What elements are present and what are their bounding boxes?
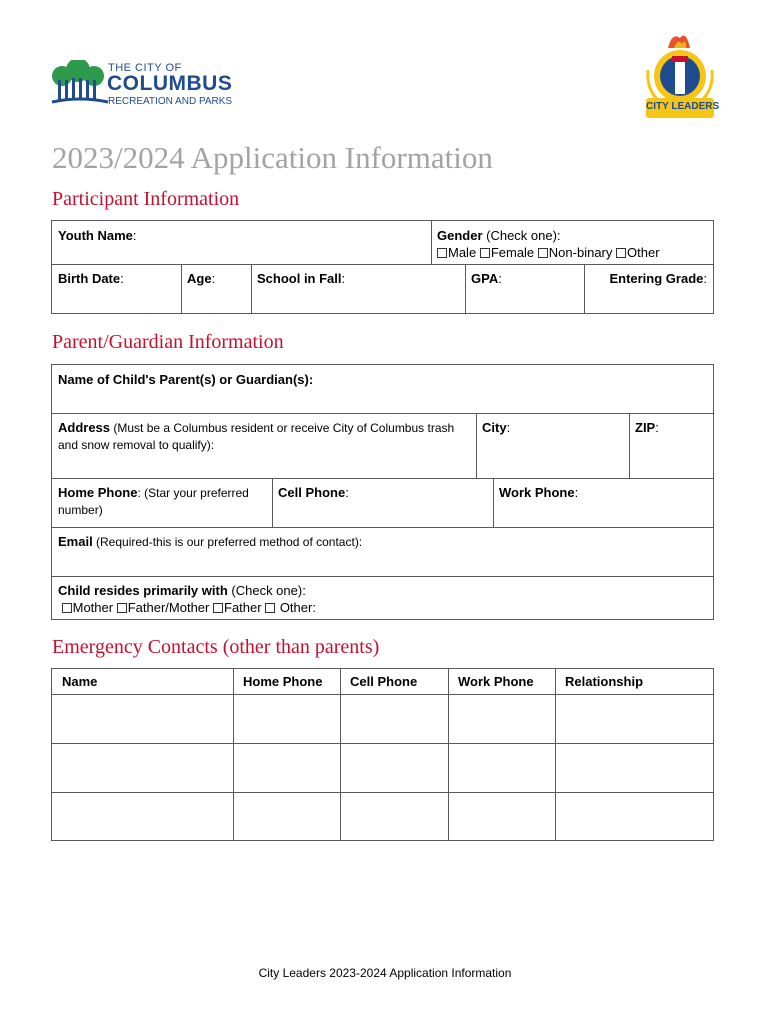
- work-phone-label: Work Phone: [499, 485, 575, 500]
- zip-label: ZIP: [635, 420, 656, 435]
- table-row[interactable]: [52, 792, 713, 840]
- resides-option-mother: Mother: [72, 600, 114, 615]
- tree-icon: [50, 60, 110, 110]
- cell-phone-label: Cell Phone: [278, 485, 346, 500]
- grade-field[interactable]: Entering Grade:: [609, 271, 707, 286]
- guardian-name-label: Name of Child's Parent(s) or Guardian(s):: [58, 372, 314, 387]
- logo-line1: THE CITY OF: [108, 62, 182, 74]
- guardian-table: [51, 364, 714, 620]
- gender-option-female: Female: [490, 245, 535, 260]
- home-phone-field[interactable]: Home Phone: (Star your preferred number): [58, 485, 249, 517]
- logo-line2: COLUMBUS: [107, 72, 233, 95]
- columbus-recreation-logo: [50, 58, 250, 110]
- col-home-phone: Home Phone: [243, 674, 323, 689]
- table-row[interactable]: [52, 694, 713, 743]
- resides-option-other: Other:: [276, 600, 316, 615]
- gender-option-male: Male: [448, 245, 477, 260]
- cell-phone-field[interactable]: Cell Phone:: [278, 485, 349, 500]
- gpa-field[interactable]: GPA:: [471, 271, 502, 286]
- col-work-phone: Work Phone: [458, 674, 534, 689]
- resides-option-father-mother: Father/Mother: [127, 600, 210, 615]
- male-checkbox[interactable]: [437, 248, 447, 258]
- page-title: 2023/2024 Application Information: [52, 140, 493, 175]
- participant-heading: Participant Information: [52, 188, 240, 210]
- mother-checkbox[interactable]: [62, 603, 72, 613]
- gpa-label: GPA: [471, 271, 499, 286]
- col-relationship: Relationship: [565, 674, 644, 689]
- page-footer: City Leaders 2023-2024 Application Information: [258, 966, 512, 980]
- gender-label: Gender: [437, 228, 483, 243]
- zip-field[interactable]: ZIP:: [635, 420, 659, 435]
- participant-table: [51, 220, 714, 314]
- table-row[interactable]: [52, 743, 713, 792]
- birth-date-field[interactable]: Birth Date:: [58, 271, 124, 286]
- birth-date-label: Birth Date: [58, 271, 121, 286]
- city-leaders-text: CITY LEADERS: [646, 101, 720, 112]
- address-field[interactable]: [52, 413, 476, 478]
- age-label: Age: [187, 271, 212, 286]
- col-cell-phone: Cell Phone: [350, 674, 418, 689]
- guardian-heading: Parent/Guardian Information: [52, 331, 284, 353]
- gender-option-other: Other: [627, 245, 660, 260]
- resides-field: [52, 576, 713, 620]
- school-label: School in Fall: [257, 271, 342, 286]
- gender-field: [431, 221, 715, 264]
- logo-line3: RECREATION AND PARKS: [108, 96, 233, 107]
- email-label: Email: [58, 534, 93, 549]
- emergency-heading: Emergency Contacts (other than parents): [52, 636, 380, 658]
- email-hint: (Required-this is our preferred method of contact):: [92, 535, 363, 549]
- gender-hint: (Check one):: [482, 228, 561, 243]
- grade-label: Entering Grade: [609, 271, 704, 286]
- resides-option-father: Father: [224, 600, 262, 615]
- youth-name-field[interactable]: Youth Name:: [58, 228, 137, 243]
- address-label: Address: [58, 420, 111, 435]
- work-phone-field[interactable]: Work Phone:: [499, 485, 579, 500]
- father-checkbox[interactable]: [213, 603, 223, 613]
- female-checkbox[interactable]: [480, 248, 490, 258]
- father-mother-checkbox[interactable]: [117, 603, 127, 613]
- resides-other-checkbox[interactable]: [265, 603, 275, 613]
- col-name: Name: [62, 674, 98, 689]
- nonbinary-checkbox[interactable]: [538, 248, 548, 258]
- other-checkbox[interactable]: [616, 248, 626, 258]
- city-label: City: [482, 420, 507, 435]
- resides-label: Child resides primarily with: [58, 583, 228, 598]
- school-field[interactable]: School in Fall:: [257, 271, 346, 286]
- youth-name-label: Youth Name: [58, 228, 133, 243]
- home-phone-label: Home Phone: [58, 485, 138, 500]
- city-leaders-logo: [640, 30, 720, 122]
- city-field[interactable]: City:: [482, 420, 511, 435]
- age-field[interactable]: Age:: [187, 271, 216, 286]
- home-phone-hint: (Star your preferred number): [58, 486, 249, 517]
- gender-option-nonbinary: Non-binary: [548, 245, 613, 260]
- guardian-name-field[interactable]: [52, 365, 713, 413]
- email-field[interactable]: [52, 527, 713, 576]
- address-hint: (Must be a Columbus resident or receive City of Columbus trash and snow removal to qualify):: [58, 421, 455, 452]
- resides-hint: (Check one):: [227, 583, 306, 598]
- emergency-table: [51, 668, 714, 841]
